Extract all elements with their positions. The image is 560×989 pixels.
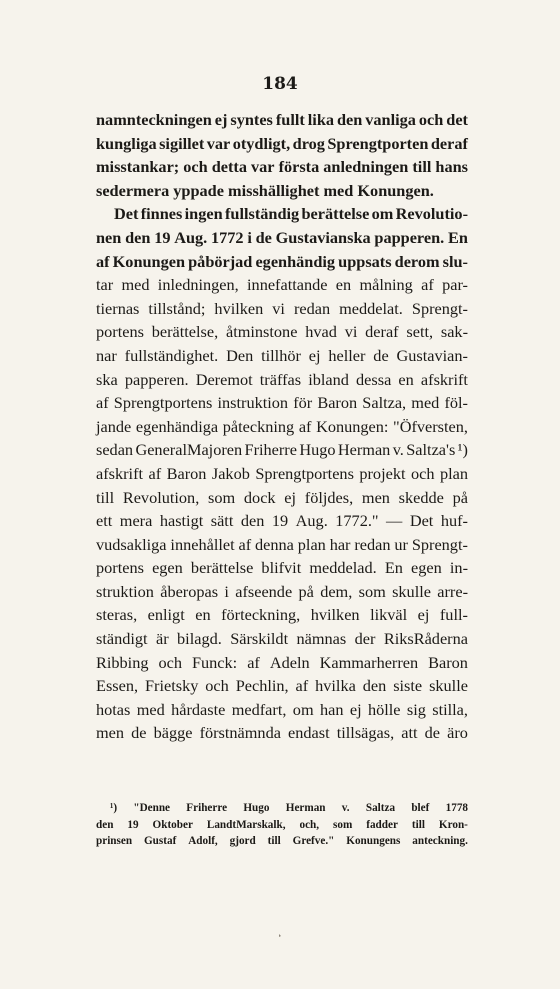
text-line xyxy=(96,415,468,439)
word: till xyxy=(412,157,432,177)
word: tiernas xyxy=(96,298,140,318)
word: Saltza's xyxy=(406,440,456,460)
word: papperen. xyxy=(374,227,445,247)
word: Kammarherren xyxy=(319,652,419,672)
word: det xyxy=(446,110,468,129)
word: redan xyxy=(293,298,331,318)
word: förstnämnda xyxy=(199,723,281,743)
word: fadder xyxy=(366,818,398,831)
word: sedan xyxy=(96,440,134,460)
word: föl- xyxy=(444,393,468,413)
word: ej xyxy=(349,699,362,719)
word: egenhändig xyxy=(255,251,336,271)
word: hvilka xyxy=(315,676,356,696)
word: struktion xyxy=(96,581,154,601)
word: kungliga xyxy=(96,133,157,153)
word: En xyxy=(384,558,403,578)
text-line xyxy=(96,486,468,510)
text-line xyxy=(96,273,468,297)
word: arre- xyxy=(437,581,468,601)
text-line xyxy=(96,651,468,675)
word: tillhör xyxy=(261,345,301,365)
word: 1772 xyxy=(211,227,244,247)
word: deraf xyxy=(365,322,399,342)
word: ej xyxy=(417,605,430,625)
word: och, xyxy=(299,818,320,831)
word: instruktion xyxy=(217,393,289,413)
word: ska xyxy=(96,369,118,389)
word: Jakob xyxy=(211,463,250,483)
word: Friherre xyxy=(186,802,228,814)
word: af xyxy=(295,676,309,696)
word: GeneralMajoren xyxy=(135,440,243,460)
word: ständigt xyxy=(96,629,148,649)
word: egen xyxy=(152,558,183,578)
word: gjord xyxy=(229,835,256,847)
word: den xyxy=(240,511,265,531)
word: En xyxy=(447,227,468,247)
word: tar xyxy=(96,275,114,295)
word: vudsakliga xyxy=(96,534,167,554)
word: meddelad. xyxy=(309,558,377,578)
word: afskrift xyxy=(420,369,468,389)
word: 19 xyxy=(271,511,289,531)
word: en xyxy=(398,369,414,389)
word: Pechlin, xyxy=(235,676,289,696)
word: Essen, xyxy=(96,676,139,696)
word: jande xyxy=(96,416,132,436)
word: enligt xyxy=(147,605,185,625)
word: medfart, xyxy=(231,699,287,719)
word: till xyxy=(96,487,115,507)
word: nar xyxy=(96,345,117,365)
word: berättelse xyxy=(190,558,254,578)
word: Konungen xyxy=(112,251,186,271)
word: påteckning xyxy=(222,416,295,436)
word: innefattande xyxy=(247,275,328,295)
word: som xyxy=(208,487,236,507)
word: Sprengtporten xyxy=(327,133,429,153)
word: på xyxy=(298,581,314,601)
word: papperen. xyxy=(124,369,189,389)
word: åberopas xyxy=(160,581,219,601)
word: har xyxy=(329,534,351,554)
word: portens xyxy=(96,558,144,578)
word: hvad xyxy=(305,322,337,342)
word: huf- xyxy=(440,511,468,531)
word: på xyxy=(452,487,468,507)
ink-speck xyxy=(279,934,281,937)
word: bägge xyxy=(153,723,193,743)
word: innehållet xyxy=(170,534,235,554)
word: afskrift xyxy=(96,463,144,483)
word: blef xyxy=(411,802,430,814)
text-line xyxy=(96,368,468,392)
word: ej xyxy=(308,345,321,365)
word: redan xyxy=(354,534,391,554)
text-line xyxy=(96,250,468,274)
text-line xyxy=(96,391,468,415)
word: v. xyxy=(341,802,350,814)
word: Sprengt- xyxy=(411,534,468,554)
word: målning xyxy=(359,275,413,295)
text-line xyxy=(96,320,468,344)
word: inledningen, xyxy=(157,275,239,295)
word: Det xyxy=(114,204,139,224)
word: Baron xyxy=(166,463,207,483)
word: Ribbing xyxy=(96,652,149,672)
word: in- xyxy=(449,558,468,578)
text-line: sedermera yppade misshällighet med Konungen. xyxy=(96,180,434,200)
word: och xyxy=(183,157,208,177)
word: som xyxy=(333,818,353,831)
word: som xyxy=(358,581,386,601)
word: sätt xyxy=(210,511,234,531)
word: men xyxy=(361,487,390,507)
word: de xyxy=(373,345,389,365)
word: dock xyxy=(243,487,276,507)
word: Deremot xyxy=(195,369,253,389)
word: egenhändiga xyxy=(135,416,219,436)
text-line xyxy=(96,226,468,250)
word: Adolf, xyxy=(188,835,218,847)
word: hårdaste xyxy=(171,699,226,719)
word: ej xyxy=(214,110,228,129)
word: de xyxy=(255,227,272,247)
word: derom xyxy=(394,251,440,271)
word: Sprengtportens xyxy=(113,393,213,413)
word: drog xyxy=(292,133,325,153)
word: den xyxy=(125,227,151,247)
word: Funck: xyxy=(191,652,238,672)
word: af xyxy=(96,251,110,271)
word: Saltza xyxy=(365,802,396,814)
word: Gustavianska xyxy=(275,227,371,247)
text-line xyxy=(96,556,468,580)
body-text xyxy=(96,108,468,745)
word: de xyxy=(131,723,147,743)
page-number: 184 xyxy=(262,74,298,94)
text-line xyxy=(96,132,468,156)
word: anteckning. xyxy=(412,835,468,847)
word: v. xyxy=(392,440,404,460)
word: otydligt, xyxy=(232,133,291,153)
word: af xyxy=(421,275,434,295)
word: en xyxy=(195,605,211,625)
word: hans xyxy=(435,157,468,177)
word: af xyxy=(238,534,252,554)
word: åtminstone xyxy=(225,322,298,342)
footnote-line xyxy=(96,833,468,850)
word: full- xyxy=(439,605,468,625)
word: Hugo xyxy=(243,802,270,814)
word: men xyxy=(96,723,125,743)
word: ingen xyxy=(184,204,223,224)
word: dessa xyxy=(356,369,392,389)
word: af xyxy=(148,463,162,483)
word: den xyxy=(362,676,387,696)
text-line xyxy=(96,108,468,132)
word: mera xyxy=(119,511,153,531)
word: förteckning, xyxy=(221,605,301,625)
word: Konungen: xyxy=(316,416,389,436)
word: ¹) xyxy=(457,440,468,460)
word: sett, xyxy=(406,322,434,342)
word: deraf xyxy=(430,133,468,153)
word: sigillet xyxy=(159,133,205,153)
word: påbörjad xyxy=(188,251,253,271)
word: projekt xyxy=(359,463,406,483)
word: hastigt xyxy=(159,511,204,531)
text-line xyxy=(96,297,468,321)
word: endast xyxy=(288,723,330,743)
text-line xyxy=(96,721,468,745)
word: Sprengt- xyxy=(411,298,468,318)
word: af xyxy=(247,652,260,672)
text-line xyxy=(96,533,468,557)
word: dem, xyxy=(320,581,353,601)
word: han xyxy=(319,699,344,719)
word: för xyxy=(293,393,313,413)
word: af xyxy=(298,416,312,436)
word: ej xyxy=(284,487,297,507)
text-line xyxy=(96,509,468,533)
word: plan xyxy=(439,463,468,483)
word: heller xyxy=(328,345,366,365)
word: vanliga xyxy=(365,110,416,129)
word: finnes xyxy=(140,204,183,224)
word: namnteckningen xyxy=(96,110,212,129)
word: med xyxy=(136,699,165,719)
word: "Öfversten, xyxy=(393,416,468,436)
word: afseende xyxy=(235,581,293,601)
word: nämnas xyxy=(296,629,347,649)
text-line xyxy=(96,155,468,179)
word: — xyxy=(386,511,403,531)
word: till xyxy=(411,818,425,831)
word: 1772." xyxy=(335,511,379,531)
word: Baron xyxy=(428,652,468,672)
word: Saltza, xyxy=(362,393,407,413)
word: Herman xyxy=(337,440,391,460)
word: Det xyxy=(409,511,434,531)
word: misstankar; xyxy=(96,157,180,177)
word: "Denne xyxy=(133,802,171,814)
footnote-line xyxy=(96,800,468,817)
word: ur xyxy=(394,534,408,554)
word: första xyxy=(278,157,320,177)
word: vi xyxy=(272,298,285,318)
word: 19 xyxy=(127,818,139,831)
word: blifvit xyxy=(261,558,302,578)
word: meddelat. xyxy=(339,298,403,318)
word: likväl xyxy=(370,605,408,625)
word: Kron- xyxy=(438,818,468,831)
word: fullständig xyxy=(224,204,300,224)
word: sig xyxy=(406,699,426,719)
word: uppsats xyxy=(338,251,392,271)
footnote-line xyxy=(96,817,468,834)
word: Revolutio- xyxy=(395,204,468,224)
word: steras, xyxy=(96,605,138,625)
word: syntes xyxy=(230,110,273,129)
word: om xyxy=(292,699,314,719)
word: hotas xyxy=(96,699,131,719)
text-line xyxy=(96,462,468,486)
word: att xyxy=(401,723,418,743)
text-line xyxy=(96,202,468,226)
text-line xyxy=(96,627,468,651)
text-line xyxy=(96,674,468,698)
word: Aug. xyxy=(174,227,208,247)
word: lika xyxy=(307,110,335,129)
word: Aug. xyxy=(295,511,328,531)
word: skedde xyxy=(398,487,444,507)
word: tillsägas, xyxy=(336,723,395,743)
word: Gustaf xyxy=(143,835,177,847)
word: och xyxy=(205,676,229,696)
word: 19 xyxy=(154,227,171,247)
word: Konungens xyxy=(346,835,401,847)
word: och xyxy=(410,463,435,483)
text-line xyxy=(96,344,468,368)
word: berättelse, xyxy=(151,322,219,342)
word: är xyxy=(155,629,169,649)
word: och xyxy=(158,652,182,672)
word: stilla, xyxy=(432,699,468,719)
text-line xyxy=(96,438,468,462)
word: Friherre xyxy=(244,440,297,460)
word: der xyxy=(354,629,376,649)
word: anledningen xyxy=(323,157,409,177)
word: Adeln xyxy=(269,652,310,672)
word: siste xyxy=(393,676,423,696)
word: följdes, xyxy=(304,487,354,507)
word: den xyxy=(96,818,114,831)
word: Baron xyxy=(317,393,358,413)
text-line xyxy=(96,603,468,627)
word: var xyxy=(251,157,275,177)
word: Sprengtportens xyxy=(255,463,354,483)
word: vi xyxy=(344,322,358,342)
word: Särskildt xyxy=(230,629,289,649)
word: med xyxy=(411,393,440,413)
word: om xyxy=(371,204,394,224)
word: 1778 xyxy=(445,802,468,814)
word: skulle xyxy=(392,581,431,601)
word: fullt xyxy=(275,110,305,129)
word: ibland xyxy=(308,369,349,389)
word: Revolution, xyxy=(122,487,200,507)
footnote-divider xyxy=(96,793,468,795)
word: Oktober xyxy=(152,818,193,831)
word: RiksRåderna xyxy=(383,629,468,649)
word: äro xyxy=(447,723,468,743)
word: hvilken xyxy=(310,605,360,625)
text-line xyxy=(96,580,468,604)
word: Grefve." xyxy=(292,835,335,847)
footnotes xyxy=(96,800,468,850)
word: par- xyxy=(442,275,468,295)
word: Den xyxy=(226,345,254,365)
word: LandtMarskalk, xyxy=(206,818,286,831)
word: berättelse xyxy=(301,204,370,224)
word: och xyxy=(418,110,444,129)
word: var xyxy=(206,133,231,153)
word: Hugo xyxy=(299,440,336,460)
word: Herman xyxy=(285,802,326,814)
word: tillstånd; xyxy=(148,298,206,318)
word: Gustavian- xyxy=(396,345,468,365)
word: af xyxy=(96,393,109,413)
word: till xyxy=(267,835,281,847)
word: plan xyxy=(297,534,326,554)
word: detta xyxy=(211,157,247,177)
word: denna xyxy=(255,534,294,554)
word: sak- xyxy=(440,322,468,342)
word: i xyxy=(224,581,229,601)
word: Frietsky xyxy=(144,676,199,696)
word: bilagd. xyxy=(177,629,222,649)
word: fullständighet. xyxy=(124,345,219,365)
word: en xyxy=(335,275,352,295)
text-line xyxy=(96,698,468,722)
word: skulle xyxy=(429,676,468,696)
word: ett xyxy=(96,511,113,531)
word: hölle xyxy=(367,699,401,719)
word: prinsen xyxy=(96,835,133,847)
word: nen xyxy=(96,227,122,247)
word: i xyxy=(247,227,252,247)
word: slu- xyxy=(442,251,468,271)
word: portens xyxy=(96,322,144,342)
word: de xyxy=(424,723,441,743)
word: hvilken xyxy=(214,298,264,318)
word: träffas xyxy=(259,369,302,389)
word: med xyxy=(121,275,150,295)
word: ¹) xyxy=(110,802,118,814)
word: egen xyxy=(411,558,442,578)
word: den xyxy=(336,110,363,129)
